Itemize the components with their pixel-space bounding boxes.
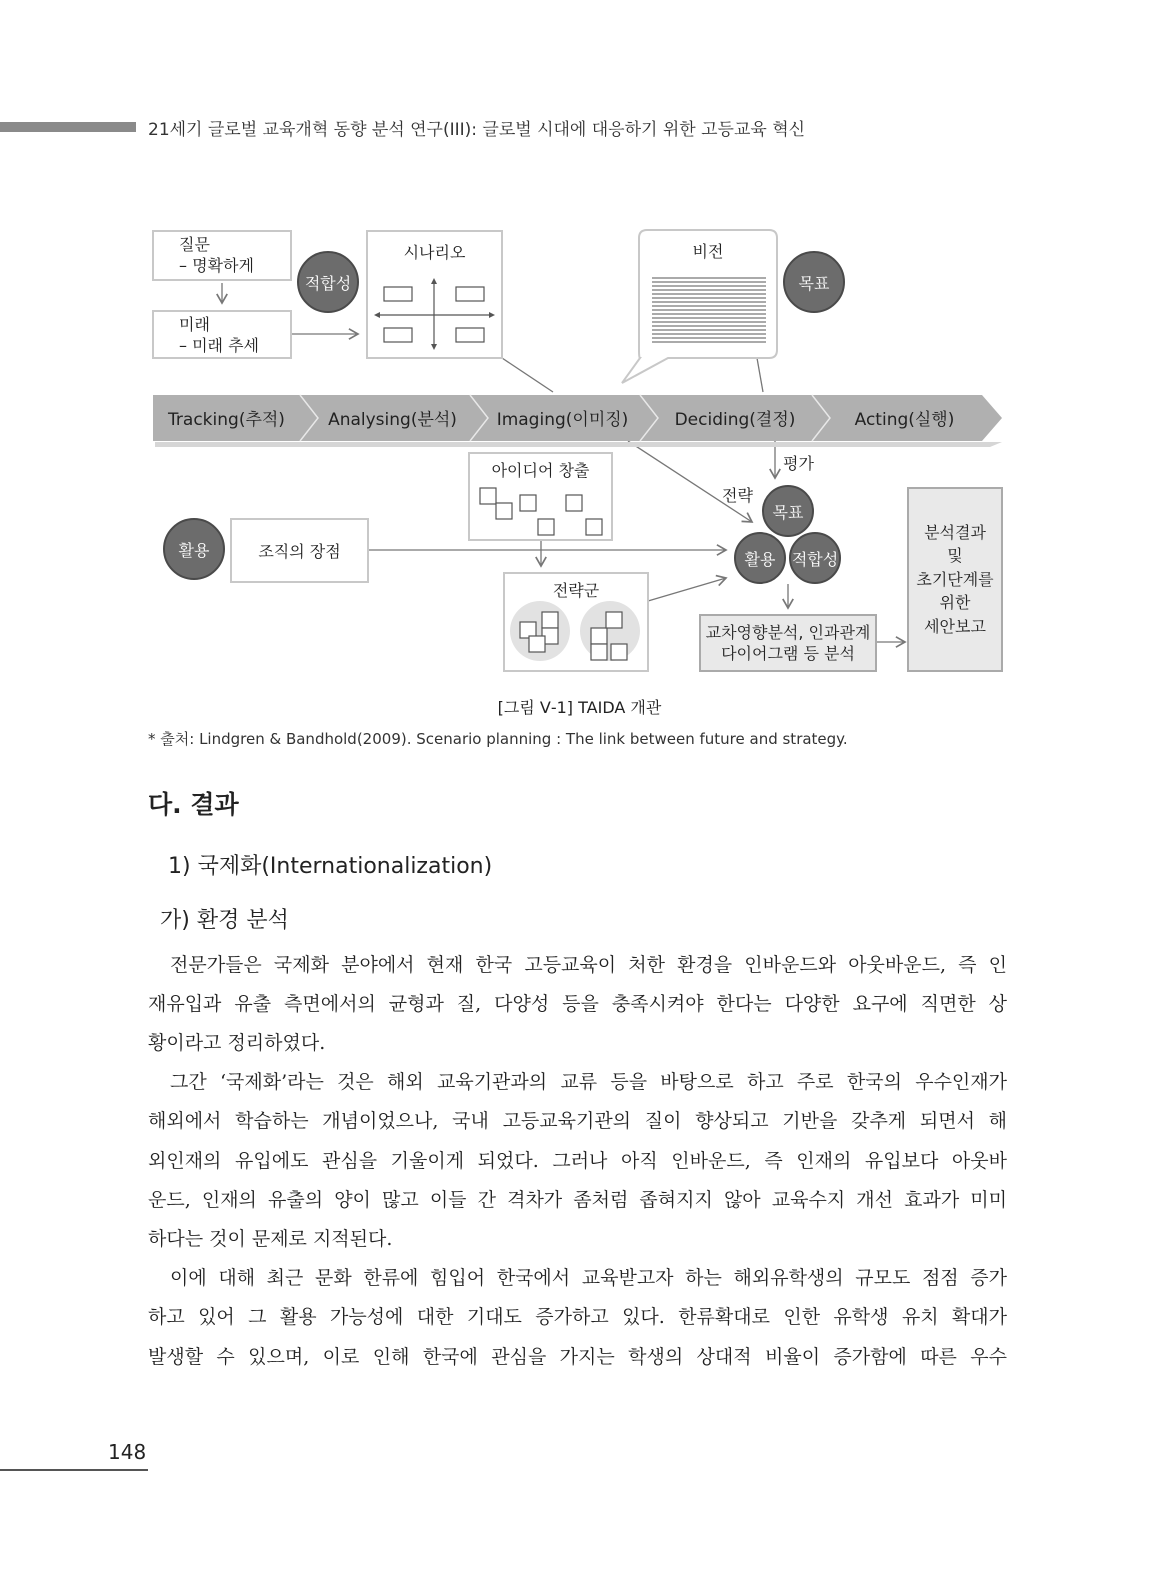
body-line: 이에 대해 최근 문화 한류에 힘입어 한국에서 교육받고자 하는 해외유학생의 규모도 점점 증가	[170, 1267, 1007, 1289]
body-line: 황이라고 정리하였다.	[148, 1032, 326, 1054]
strategy-notes-icon	[505, 574, 647, 670]
connector-vision	[757, 358, 763, 392]
figure-caption: [그림 Ⅴ-1] TAIDA 개관	[497, 698, 662, 717]
body-line: 하고 있어 그 활용 가능성에 대한 기대도 증가하고 있다. 한류확대로 인한 유학생 유치 확대가	[148, 1306, 1007, 1328]
arrow-group-cluster	[648, 578, 726, 601]
connector-scenario	[502, 358, 553, 392]
body-line: 외인재의 유입에도 관심을 기울이게 되었다. 그러나 아직 인바운드, 즉 인재의 유입보다 아웃바	[148, 1150, 1007, 1172]
page-number: 148	[108, 1440, 147, 1464]
body-line: 전문가들은 국제화 분야에서 현재 한국 고등교육이 처한 환경을 인바운드와 아웃바운드, 즉 인	[170, 954, 1007, 976]
figure-source: * 출처: Lindgren & Bandhold(2009). Scenario planning : The link between future and strategy.	[148, 730, 848, 748]
stage-analysing: Analysing(분석)	[328, 410, 457, 430]
idea-generation-box: 아이디어 창출	[468, 452, 613, 541]
scenario-matrix-icon	[368, 232, 501, 357]
body-line: 그간 ‘국제화’라는 것은 해외 교육기관과의 교류 등을 바탕으로 하고 주로 한국의 우수인재가	[170, 1071, 1007, 1093]
subsection-heading: 1) 국제화(Internationalization)	[168, 854, 493, 879]
body-line: 해외에서 학습하는 개념이었으나, 국내 고등교육기관의 질이 향상되고 기반을 갖추게 되면서 해	[148, 1110, 1007, 1132]
cluster-fit-circle: 적합성	[789, 532, 841, 584]
process-bar-shadow	[155, 442, 1002, 447]
section-heading: 다. 결과	[148, 790, 239, 819]
report-box: 분석결과 및 초기단계를 위한 세안보고	[907, 487, 1003, 672]
footer-rule	[0, 1469, 148, 1471]
body-line: 재유입과 유출 측면에서의 균형과 질, 다양성 등을 충족시켜야 한다는 다양한 요구에 직면한 상	[148, 993, 1007, 1015]
strategy-group-box: 전략군	[503, 572, 649, 672]
body-line: 운드, 인재의 유출의 양이 많고 이들 간 격차가 좀처럼 좁혀지지 않아 교육수지 개선 효과가 미미	[148, 1189, 1007, 1211]
vision-title: 비전	[692, 242, 724, 261]
stage-deciding: Deciding(결정)	[674, 410, 796, 430]
body-line: 하다는 것이 문제로 지적된다.	[148, 1228, 393, 1250]
strengths-box: 조직의 장점	[230, 518, 369, 583]
cluster-goal-circle: 목표	[762, 485, 814, 537]
sub-subsection-heading: 가) 환경 분석	[160, 908, 289, 933]
running-title: 21세기 글로벌 교육개혁 동향 분석 연구(III): 글로벌 시대에 대응하기 위한 고등교육 혁신	[148, 120, 806, 140]
goal-circle: 목표	[783, 251, 845, 313]
question-box: 질문 – 명확하게	[152, 230, 292, 281]
fit-circle: 적합성	[297, 251, 359, 313]
arrow-strategy	[628, 441, 752, 522]
idea-notes-icon	[470, 454, 611, 539]
scenario-box: 시나리오	[366, 230, 503, 359]
use-circle: 활용	[163, 518, 225, 580]
strategy-label: 전략	[722, 486, 753, 505]
cluster-use-circle: 활용	[734, 532, 786, 584]
stage-tracking: Tracking(추적)	[168, 410, 285, 430]
body-line: 발생할 수 있으며, 이로 인해 한국에 관심을 가지는 학생의 상대적 비율이 증가함에 따른 우수	[148, 1346, 1007, 1368]
evaluation-label: 평가	[783, 454, 814, 473]
future-box: 미래 – 미래 추세	[152, 310, 292, 359]
stage-acting: Acting(실행)	[854, 410, 955, 430]
analysis-box: 교차영향분석, 인과관계 다이어그램 등 분석	[699, 614, 877, 672]
stage-imaging: Imaging(이미징)	[496, 410, 629, 430]
